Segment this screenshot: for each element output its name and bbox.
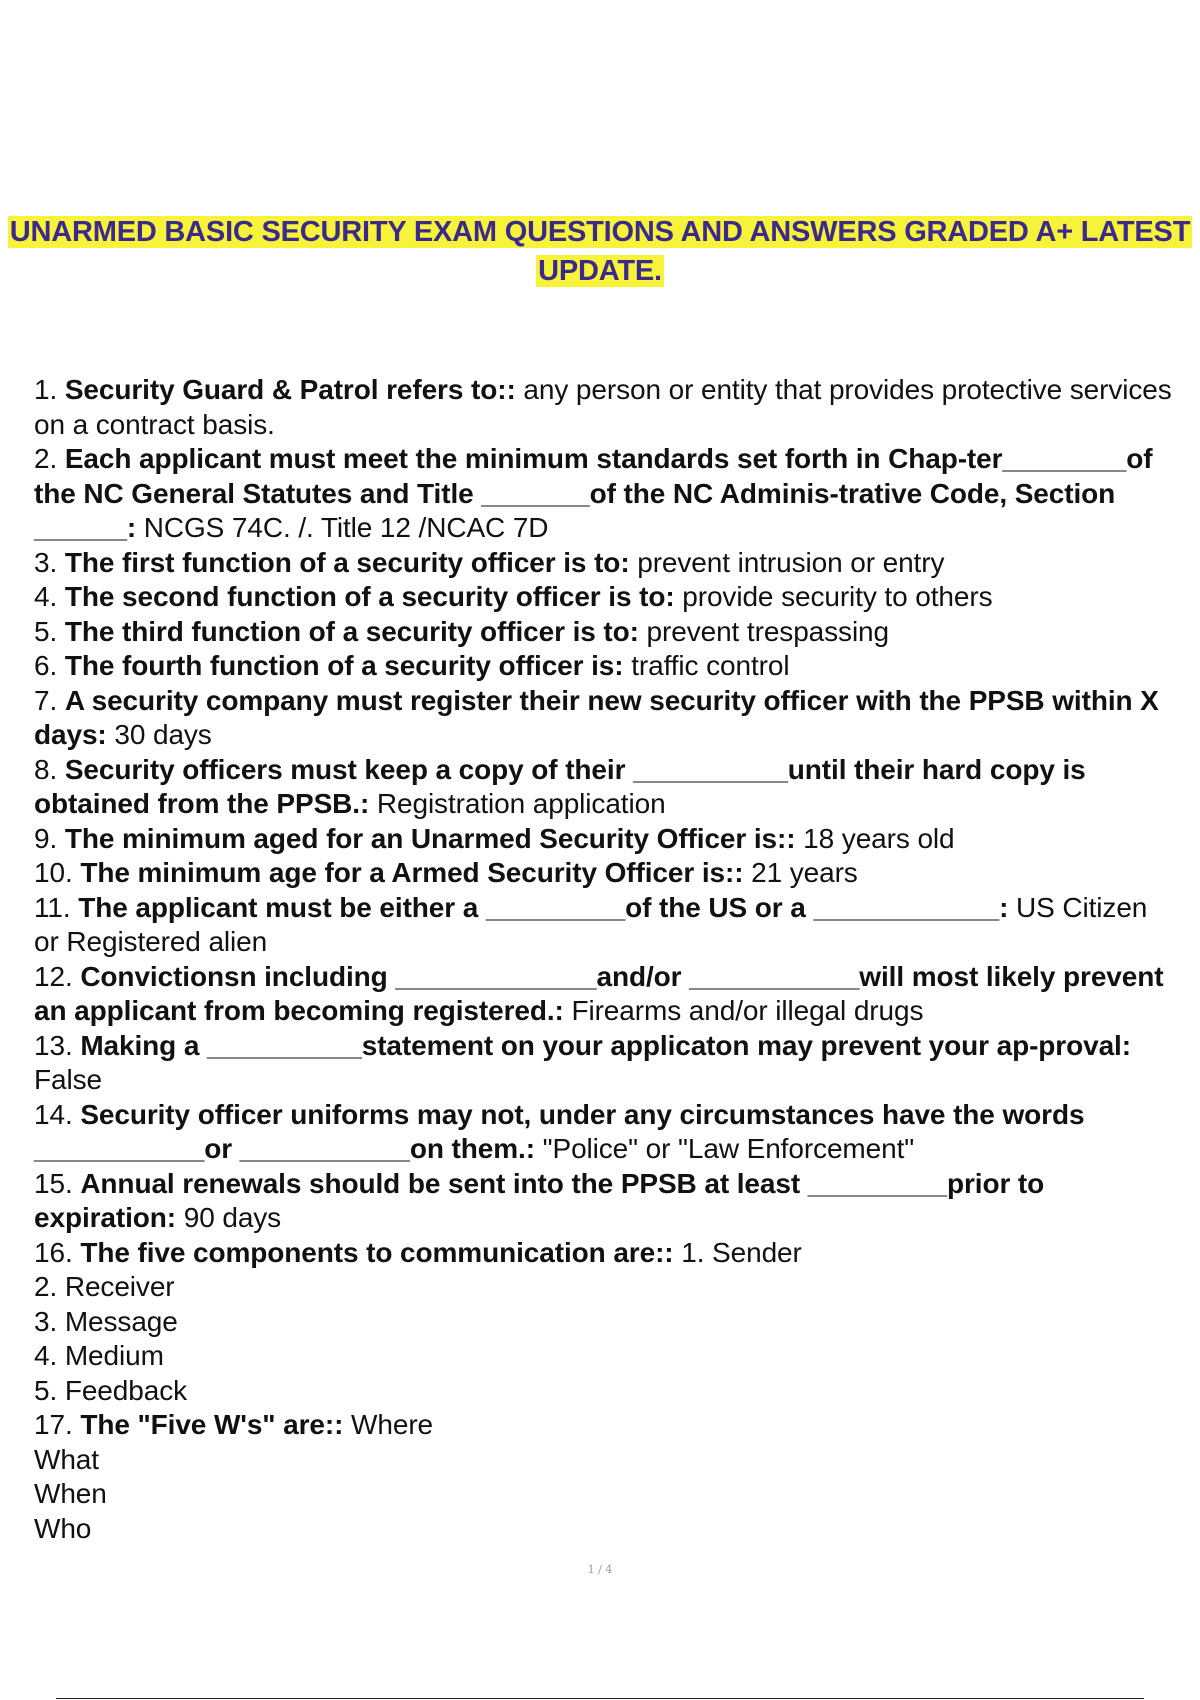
question-list bbox=[34, 373, 1174, 1546]
answer-text: provide security to others bbox=[682, 581, 993, 612]
answer-text: Where bbox=[351, 1409, 434, 1440]
question-number: 14. bbox=[34, 1098, 73, 1130]
answer-text: False bbox=[34, 1064, 102, 1095]
answer-line: 4. Medium bbox=[34, 1340, 164, 1371]
answer-text: Registration application bbox=[376, 788, 666, 819]
question-item bbox=[34, 1029, 1174, 1098]
question-item bbox=[34, 1167, 1174, 1236]
question-item bbox=[34, 684, 1174, 753]
question-text: The minimum age for a Armed Security Officer is:: bbox=[80, 857, 744, 888]
document-title bbox=[0, 213, 1200, 291]
answer-text: 30 days bbox=[114, 719, 212, 750]
answer-text: 1. Sender bbox=[681, 1236, 802, 1268]
answer-line: 3. Message bbox=[34, 1305, 178, 1337]
answer-text: traffic control bbox=[631, 650, 790, 681]
question-text: The first function of a security officer is to: bbox=[64, 546, 630, 578]
question-item bbox=[34, 822, 1174, 857]
answer-line: Who bbox=[34, 1512, 92, 1544]
question-text: The five components to communication are:: bbox=[80, 1236, 674, 1268]
question-text: Annual renewals should be sent into the PPSB at least _________prior to expiration: bbox=[34, 1167, 1045, 1233]
question-item bbox=[34, 442, 1174, 546]
footer-divider bbox=[56, 1698, 1144, 1699]
question-text: Making a __________statement on your applicaton may prevent your ap-proval: bbox=[80, 1029, 1131, 1061]
question-text: A security company must register their new security officer with the PPSB within X days: bbox=[34, 684, 1159, 750]
question-text: Security officer uniforms may not, under any circumstances have the words ___________or ___________on them.: bbox=[34, 1098, 1085, 1164]
question-text: The third function of a security officer is to: bbox=[64, 615, 639, 647]
question-item bbox=[34, 546, 1174, 581]
question-item bbox=[34, 580, 1174, 615]
page-number: 1 / 4 bbox=[587, 1563, 613, 1576]
question-number: 16. bbox=[34, 1236, 73, 1268]
question-item bbox=[34, 1236, 1174, 1271]
answer-text: 18 years old bbox=[803, 822, 955, 854]
answer-text: 90 days bbox=[183, 1202, 282, 1233]
question-item bbox=[34, 1408, 1174, 1443]
answer-text: US Citizen or Registered alien bbox=[34, 891, 1148, 957]
question-number: 13. bbox=[34, 1029, 73, 1061]
question-text: Security officers must keep a copy of their __________until their hard copy is obtained from the PPSB.: bbox=[34, 753, 1086, 819]
question-item bbox=[34, 753, 1174, 822]
question-number: 1. bbox=[34, 374, 58, 405]
question-item bbox=[34, 856, 1174, 891]
question-number: 2. bbox=[34, 443, 58, 474]
question-number: 11. bbox=[34, 891, 71, 923]
question-item bbox=[34, 891, 1174, 960]
question-number: 10. bbox=[34, 857, 73, 888]
answer-text: 21 years bbox=[751, 857, 858, 888]
question-text: The minimum aged for an Unarmed Security Officer is:: bbox=[64, 822, 796, 854]
question-text: Security Guard & Patrol refers to:: bbox=[64, 374, 516, 405]
question-text: The second function of a security officer is to: bbox=[64, 581, 675, 612]
document-title-text: UNARMED BASIC SECURITY EXAM QUESTIONS AND ANSWERS GRADED A+ LATEST UPDATE. bbox=[9, 216, 1191, 287]
question-item bbox=[34, 373, 1174, 442]
question-item bbox=[34, 1098, 1174, 1167]
question-item bbox=[34, 615, 1174, 650]
answer-line: What bbox=[34, 1443, 99, 1475]
question-number: 9. bbox=[34, 822, 58, 854]
answer-text: prevent intrusion or entry bbox=[637, 546, 945, 578]
question-item bbox=[34, 649, 1174, 684]
question-number: 12. bbox=[34, 960, 73, 992]
question-number: 4. bbox=[34, 581, 58, 612]
question-number: 8. bbox=[34, 753, 58, 785]
question-text: The "Five W's" are:: bbox=[80, 1409, 344, 1440]
answer-text: prevent trespassing bbox=[646, 615, 890, 647]
question-text: The fourth function of a security officer is: bbox=[64, 650, 624, 681]
answer-line: 2. Receiver bbox=[34, 1271, 175, 1302]
answer-text: NCGS 74C. /. Title 12 /NCAC 7D bbox=[143, 512, 549, 543]
question-number: 5. bbox=[34, 615, 58, 647]
answer-text: "Police" or "Law Enforcement" bbox=[542, 1133, 915, 1164]
question-text: Each applicant must meet the minimum standards set forth in Chap-ter________of the NC General Statutes and Title _______of the NC Adminis-trative Code, Section ______: bbox=[34, 443, 1153, 543]
answer-text: any person or entity that provides protective services on a contract basis. bbox=[34, 374, 1172, 440]
answer-line: When bbox=[34, 1478, 107, 1509]
question-number: 15. bbox=[34, 1167, 73, 1199]
question-text: The applicant must be either a _________of the US or a ____________: bbox=[78, 891, 1009, 923]
question-item bbox=[34, 960, 1174, 1029]
question-number: 6. bbox=[34, 650, 58, 681]
answer-line: 5. Feedback bbox=[34, 1374, 187, 1406]
question-text: Convictionsn including _____________and/or ___________will most likely prevent an applicant from becoming registered.: bbox=[34, 960, 1164, 1026]
question-number: 3. bbox=[34, 546, 58, 578]
question-number: 7. bbox=[34, 684, 58, 716]
question-number: 17. bbox=[34, 1409, 73, 1440]
answer-text: Firearms and/or illegal drugs bbox=[571, 995, 924, 1026]
